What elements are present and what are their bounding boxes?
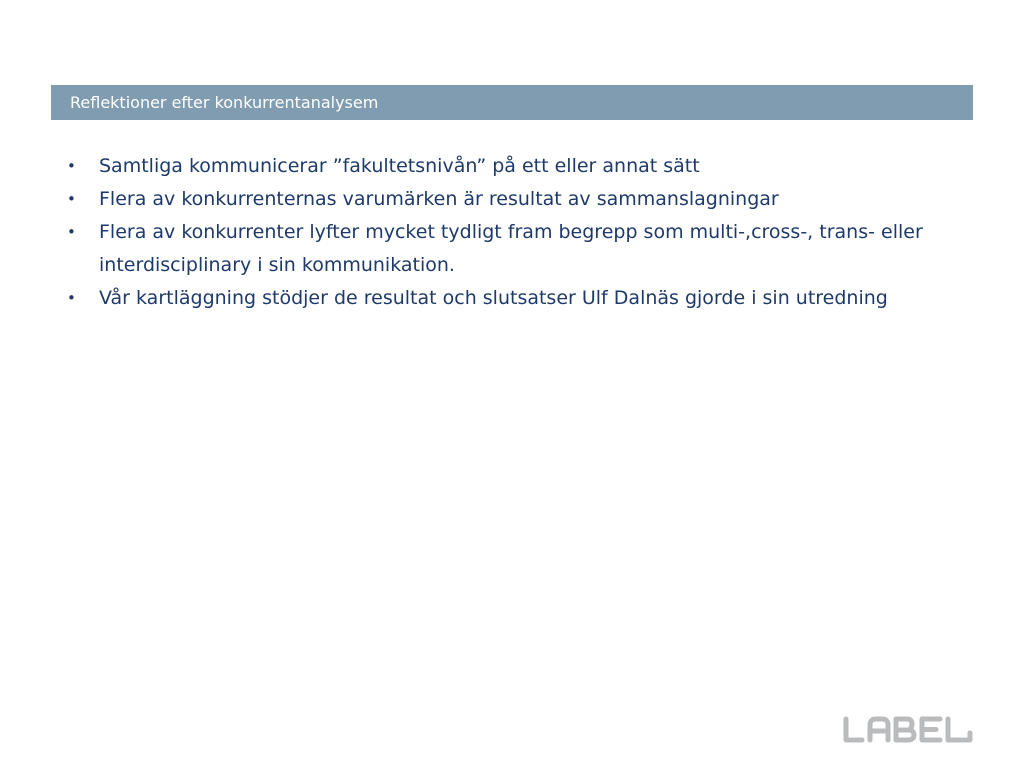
- bullet-text: Samtliga kommunicerar ”fakultetsnivån” på ett eller annat sätt: [99, 155, 700, 177]
- bullet-list: [0, 150, 1024, 315]
- bullet-icon: •: [67, 157, 76, 175]
- bullet-item: [0, 150, 1024, 183]
- bullet-icon: •: [67, 190, 76, 208]
- bullet-item: [0, 183, 1024, 216]
- bullet-icon: •: [67, 289, 76, 307]
- slide-title: Reflektioner efter konkurrentanalysem: [70, 93, 379, 112]
- title-bar: [51, 85, 973, 120]
- bullet-text: Flera av konkurrenter lyfter mycket tydligt fram begrepp som multi-,cross-, trans- eller interdisciplinary i sin kommunikation.: [99, 221, 923, 276]
- bullet-text: Vår kartläggning stödjer de resultat och slutsatser Ulf Dalnäs gjorde i sin utredning: [99, 287, 888, 309]
- bullet-item: [0, 282, 1024, 315]
- bullet-text: Flera av konkurrenternas varumärken är resultat av sammanslagningar: [99, 188, 779, 210]
- bullet-item: [0, 216, 1024, 282]
- label-logo: [842, 716, 974, 744]
- bullet-icon: •: [67, 223, 76, 241]
